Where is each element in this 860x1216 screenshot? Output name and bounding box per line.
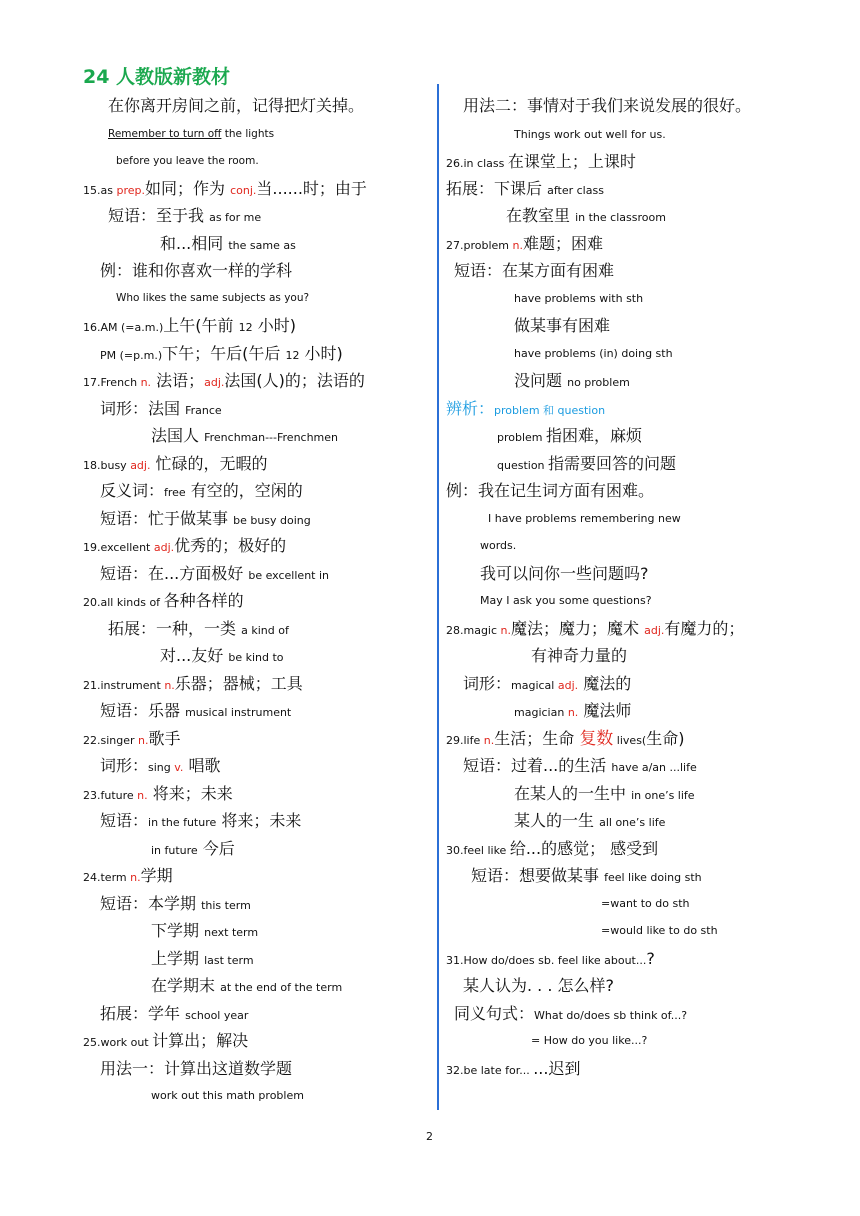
entry-21: 21.instrument n.乐器；器械；工具 xyxy=(83,674,303,693)
entry-29: 29.life n.生活；生命 复数 lives(生命) xyxy=(446,729,685,749)
entry-27-example-2-en: May I ask you some questions? xyxy=(480,594,652,607)
entry-15-phrase: 短语：至于我 as for me xyxy=(108,206,262,225)
entry-23-phrase: 短语：in the future 将来；未来 xyxy=(100,811,302,830)
entry-18-antonym: 反义词：free 有空的，空闲的 xyxy=(100,481,303,500)
entry-22-form: 词形：sing v. 唱歌 xyxy=(100,756,221,775)
entry-27-phrase-3: 没问题 no problem xyxy=(514,371,630,390)
entry-20-extension: 拓展：一种，一类 a kind of xyxy=(108,619,289,638)
entry-25: 25.work out 计算出；解决 xyxy=(83,1031,249,1050)
entry-27: 27.problem n.难题；困难 xyxy=(446,234,603,253)
entry-19: 19.excellent adj.优秀的；极好的 xyxy=(83,536,287,555)
entry-15-example: 例：谁和你喜欢一样的学科 xyxy=(100,261,293,280)
entry-27-phrase: 短语：在某方面有困难 xyxy=(454,261,615,280)
entry-31: 31.How do/does sb. feel like about...? xyxy=(446,949,655,968)
entry-17-form: 词形：法国 France xyxy=(100,399,222,418)
entry-31-synonym-2: = How do you like...? xyxy=(531,1034,648,1047)
page-number: 2 xyxy=(426,1130,433,1143)
sentence-cn: 在你离开房间之前，记得把灯关掉。 xyxy=(108,96,365,115)
entry-24-phrase: 短语：本学期 this term xyxy=(100,894,251,913)
entry-27-example: 例：我在记生词方面有困难。 xyxy=(446,481,655,500)
entry-29-phrase-2: 在某人的一生中 in one’s life xyxy=(514,784,695,803)
entry-24-phrase-2: 下学期 next term xyxy=(151,921,259,940)
entry-27-phrase-1-en: have problems with sth xyxy=(514,292,644,305)
entry-16-pm: PM (=p.m.)下午；午后(午后 12 小时) xyxy=(100,344,343,363)
entry-27-example-en-2: words. xyxy=(480,539,517,552)
entry-27-example-en-1: I have problems remembering new xyxy=(488,512,681,525)
entry-25-usage-2-en: Things work out well for us. xyxy=(514,128,666,141)
entry-18-phrase: 短语：忙于做某事 be busy doing xyxy=(100,509,311,528)
entry-27-distinction-2: question 指需要回答的问题 xyxy=(497,454,677,473)
entry-21-phrase: 短语：乐器 musical instrument xyxy=(100,701,292,720)
column-divider xyxy=(437,84,439,1110)
entry-28-form: 词形：magical adj. 魔法的 xyxy=(463,674,632,693)
entry-24-phrase-4: 在学期末 at the end of the term xyxy=(151,976,343,995)
entry-20: 20.all kinds of 各种各样的 xyxy=(83,591,244,610)
entry-22: 22.singer n.歌手 xyxy=(83,729,181,748)
entry-25-usage-1-en: work out this math problem xyxy=(151,1089,304,1102)
entry-15: 15.as prep.如同；作为 conj.当......时；由于 xyxy=(83,179,367,198)
sentence-en: Remember to turn off the lights xyxy=(108,128,275,140)
entry-19-phrase: 短语：在...方面极好 be excellent in xyxy=(100,564,330,583)
entry-24-extension: 拓展：学年 school year xyxy=(100,1004,249,1023)
entry-25-usage-2: 用法二：事情对于我们来说发展的很好。 xyxy=(463,96,752,115)
entry-27-phrase-2: 做某事有困难 xyxy=(514,316,611,335)
entry-26: 26.in class 在课堂上；上课时 xyxy=(446,152,636,171)
entry-17: 17.French n. 法语；adj.法国(人)的；法语的 xyxy=(83,371,365,390)
entry-24-phrase-3: 上学期 last term xyxy=(151,949,254,968)
entry-30: 30.feel like 给...的感觉； 感受到 xyxy=(446,839,659,858)
entry-27-distinction-1: problem 指困难，麻烦 xyxy=(497,426,643,445)
page-title: 24 人教版新教材 xyxy=(83,66,231,88)
entry-26-extension-2: 在教室里 in the classroom xyxy=(506,206,666,225)
entry-27-distinction: 辨析：problem 和 question xyxy=(446,399,606,418)
entry-31-meaning: 某人认为. . . 怎么样? xyxy=(463,976,615,995)
entry-31-synonym: 同义句式：What do/does sb think of...? xyxy=(454,1004,688,1023)
entry-15-phrase-2: 和...相同 the same as xyxy=(160,234,296,253)
entry-30-phrase-2: =want to do sth xyxy=(601,897,690,910)
entry-17-form-2: 法国人 Frenchman---Frenchmen xyxy=(151,426,339,445)
entry-30-phrase-3: =would like to do sth xyxy=(601,924,718,937)
entry-20-extension-2: 对...友好 be kind to xyxy=(160,646,284,665)
entry-16: 16.AM (=a.m.)上午(午前 12 小时) xyxy=(83,316,296,335)
entry-28-meaning-cont: 有神奇力量的 xyxy=(531,646,628,665)
sentence-en-2: before you leave the room. xyxy=(116,155,259,167)
entry-23-phrase-2: in future 今后 xyxy=(151,839,235,858)
entry-27-example-2: 我可以问你一些问题吗? xyxy=(480,564,649,583)
entry-15-example-en: Who likes the same subjects as you? xyxy=(116,292,310,304)
entry-26-extension: 拓展：下课后 after class xyxy=(446,179,604,198)
entry-28-form-2: magician n. 魔法师 xyxy=(514,701,632,720)
entry-18: 18.busy adj. 忙碌的，无暇的 xyxy=(83,454,268,473)
entry-27-phrase-2-en: have problems (in) doing sth xyxy=(514,347,673,360)
entry-23: 23.future n. 将来；未来 xyxy=(83,784,233,803)
entry-32: 32.be late for... ...迟到 xyxy=(446,1059,581,1078)
entry-30-phrase: 短语：想要做某事 feel like doing sth xyxy=(471,866,702,885)
entry-28: 28.magic n.魔法；魔力；魔术 adj.有魔力的； xyxy=(446,619,745,638)
entry-29-phrase-3: 某人的一生 all one’s life xyxy=(514,811,666,830)
entry-29-phrase: 短语：过着...的生活 have a/an ...life xyxy=(463,756,697,775)
entry-24: 24.term n.学期 xyxy=(83,866,173,885)
entry-25-usage-1: 用法一：计算出这道数学题 xyxy=(100,1059,293,1078)
